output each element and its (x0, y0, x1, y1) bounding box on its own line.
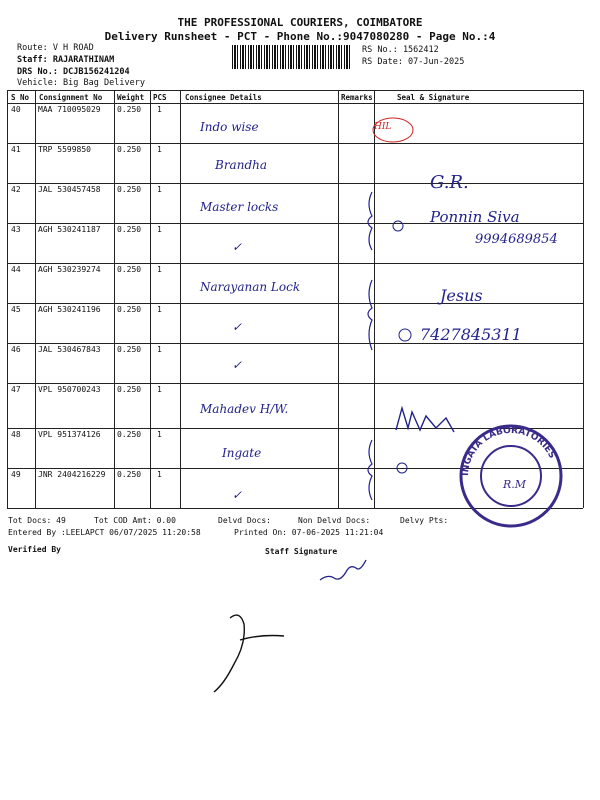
col-header-weight: Weight (117, 93, 145, 102)
row-serial-number: 49 (11, 470, 21, 479)
col-header-consignment: Consignment No (39, 93, 103, 102)
brace-mark (368, 280, 372, 350)
stamp-seal (461, 426, 561, 526)
row-pieces: 1 (157, 105, 162, 114)
delivered-docs: Delvd Docs: (218, 516, 271, 525)
row-serial-number: 42 (11, 185, 21, 194)
row-consignee-handwritten: ✓ (232, 320, 243, 334)
row-consignment-number: JAL 530467843 (38, 345, 101, 354)
row-pieces: 1 (157, 145, 162, 154)
row-weight: 0.250 (117, 430, 142, 439)
row-pieces: 1 (157, 185, 162, 194)
rs-number: RS No.: 1562412 (362, 45, 439, 55)
phone-note-2: 7427845311 (420, 325, 522, 344)
row-pieces: 1 (157, 470, 162, 479)
row-serial-number: 40 (11, 105, 21, 114)
runsheet-subtitle: Delivery Runsheet - PCT - Phone No.:9047080280 - Page No.:4 (104, 30, 496, 43)
row-pieces: 1 (157, 305, 162, 314)
entered-by: Entered By :LEELAPCT 06/07/2025 11:20:58 (8, 528, 201, 537)
circle-mark (399, 329, 411, 341)
drs-number: DRS No.: DCJB156241204 (17, 67, 130, 77)
row-pieces: 1 (157, 430, 162, 439)
svg-text:INGATA LABORATORIES (461, 426, 557, 476)
row-serial-number: 48 (11, 430, 21, 439)
row-consignee-handwritten: ✓ (232, 358, 243, 372)
row-consignee-handwritten: Mahadev H/W. (200, 402, 289, 416)
row-serial-number: 47 (11, 385, 21, 394)
row-pieces: 1 (157, 225, 162, 234)
row-consignee-handwritten: Narayanan Lock (200, 280, 301, 294)
row-weight: 0.250 (117, 185, 142, 194)
row-consignment-number: AGH 530241187 (38, 225, 101, 234)
total-docs: Tot Docs: 49 (8, 516, 66, 525)
signature-gr: G.R. (430, 172, 469, 193)
row-consignment-number: AGH 530239274 (38, 265, 101, 274)
row-weight: 0.250 (117, 345, 142, 354)
non-delivered-docs: Non Delvd Docs: (298, 516, 371, 525)
brace-mark (368, 192, 372, 250)
row-consignee-handwritten: Master locks (200, 200, 279, 214)
circle-mark (393, 221, 403, 231)
row-pieces: 1 (157, 265, 162, 274)
row-weight: 0.250 (117, 225, 142, 234)
row-pieces: 1 (157, 345, 162, 354)
row-weight: 0.250 (117, 385, 142, 394)
delivery-points: Delvy Pts: (400, 516, 449, 525)
row-consignee-handwritten: Brandha (215, 158, 268, 172)
row-consignee-handwritten: Ingate (222, 446, 262, 460)
row-consignment-number: TRP 5599850 (38, 145, 91, 154)
row-weight: 0.250 (117, 470, 142, 479)
row-serial-number: 41 (11, 145, 21, 154)
signature-jesus: Jesus (440, 286, 483, 305)
row-weight: 0.250 (117, 105, 142, 114)
staff-signature-label: Staff Signature (265, 547, 338, 556)
row-consignment-number: AGH 530241196 (38, 305, 101, 314)
route-label: Route: V H ROAD (17, 43, 94, 53)
row-weight: 0.250 (117, 265, 142, 274)
col-header-remarks: Remarks (341, 93, 373, 102)
brace-mark (368, 440, 372, 500)
row-weight: 0.250 (117, 145, 142, 154)
rs-date: RS Date: 07-Jun-2025 (362, 57, 465, 67)
stamp-inner-signature: R.M (503, 478, 527, 491)
row-consignment-number: JAL 530457458 (38, 185, 101, 194)
phone-note-1: 9994689854 (475, 232, 558, 247)
staff-label: Staff: RAJARATHINAM (17, 55, 115, 65)
row-consignee-handwritten: ✓ (232, 488, 243, 502)
row-serial-number: 44 (11, 265, 21, 274)
printed-on: Printed On: 07-06-2025 11:21:04 (234, 528, 384, 537)
vehicle-label: Vehicle: Big Bag Delivery (17, 78, 145, 88)
row-consignee-handwritten: ✓ (232, 240, 243, 254)
signature-scribble (396, 408, 454, 432)
col-header-sno: S No (11, 93, 30, 102)
row-consignee-handwritten: Indo wise (200, 120, 259, 134)
hil-note: HIL (374, 122, 392, 132)
circle-mark (397, 463, 407, 473)
signature-ponnin: Ponnin Siva (430, 208, 520, 226)
stamp-text: INGATA LABORATORIES (460, 425, 557, 477)
col-header-consignee: Consignee Details (185, 93, 262, 102)
row-pieces: 1 (157, 385, 162, 394)
staff-signature-mark (320, 560, 366, 580)
company-title: THE PROFESSIONAL COURIERS, COIMBATORE (177, 16, 423, 29)
total-cod: Tot COD Amt: 0.00 (94, 516, 176, 525)
row-consignment-number: JNR 2404216229 (38, 470, 106, 479)
col-header-pcs: PCS (153, 93, 167, 102)
row-serial-number: 45 (11, 305, 21, 314)
row-consignment-number: VPL 950700243 (38, 385, 101, 394)
row-consignment-number: MAA 710095029 (38, 105, 101, 114)
row-consignment-number: VPL 951374126 (38, 430, 101, 439)
row-weight: 0.250 (117, 305, 142, 314)
row-serial-number: 43 (11, 225, 21, 234)
verified-signature-mark (214, 615, 284, 692)
col-header-seal-signature: Seal & Signature (397, 93, 470, 102)
verified-by-label: Verified By (8, 545, 61, 554)
row-serial-number: 46 (11, 345, 21, 354)
